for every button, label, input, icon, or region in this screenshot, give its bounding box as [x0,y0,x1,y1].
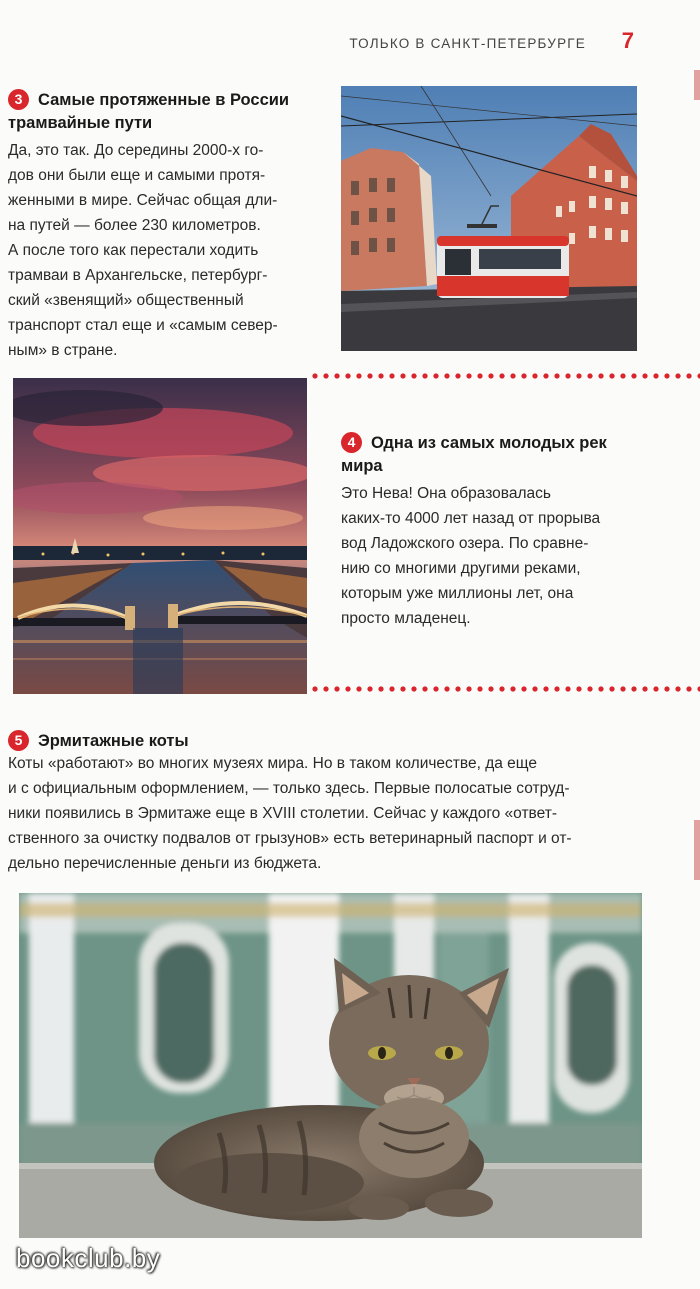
section-5-number-badge: 5 [8,730,29,751]
dotted-separator [312,373,700,379]
section-5-title: 5 Эрмитажные коты [8,730,328,753]
dotted-separator [312,686,700,692]
section-4-title: 4 Одна из самых молодых рек мира [341,434,607,475]
watermark: bookclub.by [16,1243,161,1273]
running-title: ТОЛЬКО В САНКТ-ПЕТЕРБУРГЕ [349,36,586,51]
tram-photo [341,86,637,351]
section-4-number-badge: 4 [341,432,362,453]
section-4-body: Это Нева! Она образовалась каких-то 4000 лет назад от прорыва вод Ладожского озера. По сравне- нию со многими другими реками, которым уже миллионы лет, она просто младенец. [341,485,601,627]
hermitage-cat-photo [19,893,642,1238]
page-edge-mark [694,820,700,880]
section-3-body: Да, это так. До середины 2000-х го- дов они были еще и самыми протя- женными в мире. Сейчас общая дли- на путей — более 230 километров. А после того как перестали ходить трамваи в Архангельске, петербург- ский «звенящий» общественный транспорт стал еще и «самым север- ным» в стране. [8,142,278,359]
page-edge-mark [694,70,700,100]
page-number: 7 [621,28,634,53]
section-3-title: 3 Самые протяженные в России трамвайные пути [8,91,290,132]
section-5-body: Коты «работают» во многих музеях мира. Но в таком количестве, да еще и с официальным оформлением, — только здесь. Первые полосатые сотруд- ники появились в Эрмитаже еще в XVIII столетии. Сейчас у каждого «ответ- ственного за очистку подвалов от грызунов» есть ветеринарный паспорт и от- дельно перечисленные деньги из бюджета. [8,755,572,872]
page-header [0,28,700,56]
neva-river-photo [13,378,307,694]
section-3-number-badge: 3 [8,89,29,110]
